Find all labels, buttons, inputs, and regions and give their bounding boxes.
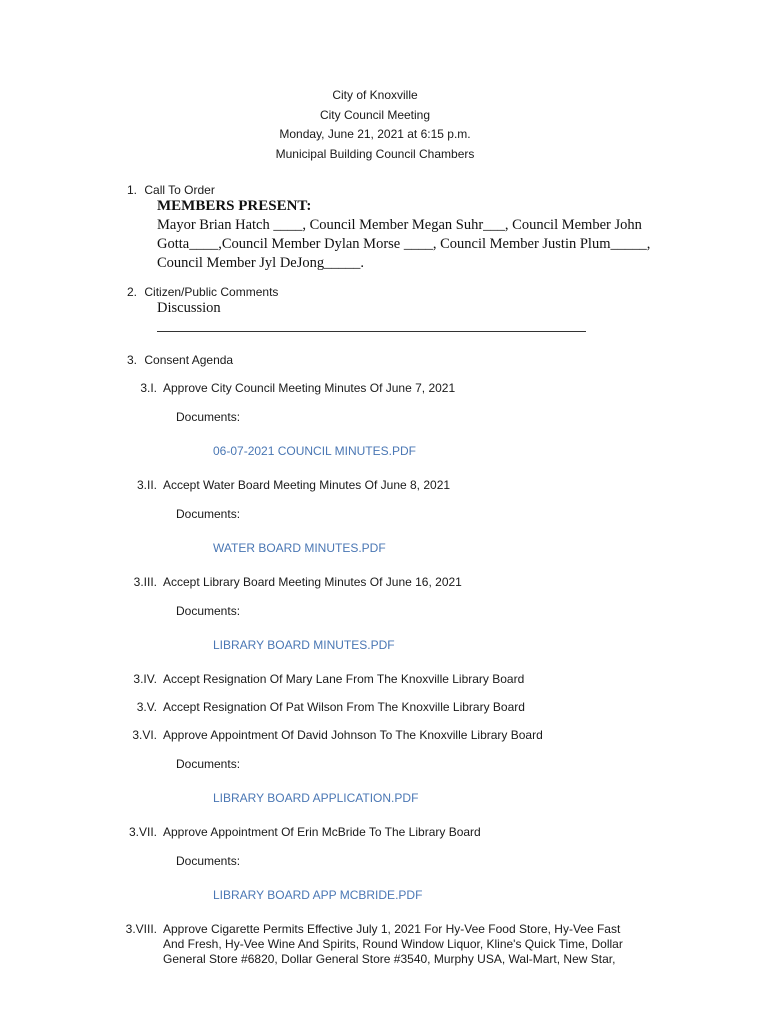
consent-number: 3.III. [133, 575, 157, 589]
item-number: 2. [127, 285, 138, 299]
documents-label: Documents: [176, 507, 241, 521]
consent-item-title: Accept Library Board Meeting Minutes Of June 16, 2021 [163, 575, 462, 589]
item-title: Call To Order [144, 183, 215, 197]
consent-number: 3.VIII. [125, 922, 157, 936]
members-line-1: Mayor Brian Hatch ____, Council Member Megan Suhr___, Council Member John [157, 217, 642, 233]
consent-item-title: Approve Appointment Of Erin McBride To The Library Board [163, 825, 481, 839]
city-name: City of Knoxville [332, 88, 418, 102]
document-link[interactable]: LIBRARY BOARD APP MCBRIDE.PDF [213, 888, 423, 902]
consent-number: 3.VI. [132, 728, 157, 742]
consent-number: 3.IV. [133, 672, 157, 686]
consent-number: 3.I. [140, 381, 157, 395]
meeting-title: City Council Meeting [319, 107, 431, 122]
consent-item-title-line-1: Approve Cigarette Permits Effective July 1, 2021 For Hy-Vee Food Store, Hy-Vee Fast [163, 922, 621, 936]
members-line-2: Gotta____,Council Member Dylan Morse ____, Council Member Justin Plum_____, [157, 236, 651, 252]
document-link[interactable]: WATER BOARD MINUTES.PDF [213, 541, 386, 555]
consent-item-title-line-2: And Fresh, Hy-Vee Wine And Spirits, Round Window Liquor, Kline's Quick Time, Dollar [163, 937, 623, 951]
consent-item-title: Accept Water Board Meeting Minutes Of June 8, 2021 [163, 478, 451, 492]
consent-number: 3.VII. [128, 825, 157, 839]
meeting-location: Municipal Building Council Chambers [275, 146, 475, 161]
consent-item-title: Approve Appointment Of David Johnson To The Knoxville Library Board [163, 728, 543, 742]
consent-number: 3.V. [136, 700, 157, 714]
meeting-datetime: Monday, June 21, 2021 at 6:15 p.m. [279, 127, 471, 141]
documents-label: Documents: [176, 410, 241, 424]
members-present-heading: MEMBERS PRESENT: [157, 198, 312, 214]
document-link[interactable]: 06-07-2021 COUNCIL MINUTES.PDF [213, 444, 416, 458]
consent-number: 3.II. [136, 478, 157, 492]
consent-item-title: Approve City Council Meeting Minutes Of June 7, 2021 [163, 381, 456, 395]
item-number: 3. [127, 353, 138, 367]
document-link[interactable]: LIBRARY BOARD MINUTES.PDF [213, 638, 395, 652]
discussion-blank-line [157, 331, 586, 332]
item-title: Consent Agenda [144, 353, 234, 367]
agenda-item-3 [127, 353, 233, 367]
documents-label: Documents: [176, 604, 241, 618]
meeting-header [0, 86, 750, 164]
document-link[interactable]: LIBRARY BOARD APPLICATION.PDF [213, 791, 419, 805]
members-line-3: Council Member Jyl DeJong_____. [157, 255, 365, 271]
agenda-item-1 [127, 183, 215, 197]
item-title: Citizen/Public Comments [144, 285, 279, 299]
agenda-item-2 [127, 285, 278, 299]
consent-item-title: Accept Resignation Of Mary Lane From The Knoxville Library Board [163, 672, 525, 686]
documents-label: Documents: [176, 757, 241, 771]
discussion-label: Discussion [157, 300, 221, 316]
item-number: 1. [127, 183, 138, 197]
consent-item-title-line-3: General Store #6820, Dollar General Store #3540, Murphy USA, Wal-Mart, New Star, [163, 952, 616, 966]
consent-item-title: Accept Resignation Of Pat Wilson From The Knoxville Library Board [163, 700, 525, 714]
documents-label: Documents: [176, 854, 241, 868]
